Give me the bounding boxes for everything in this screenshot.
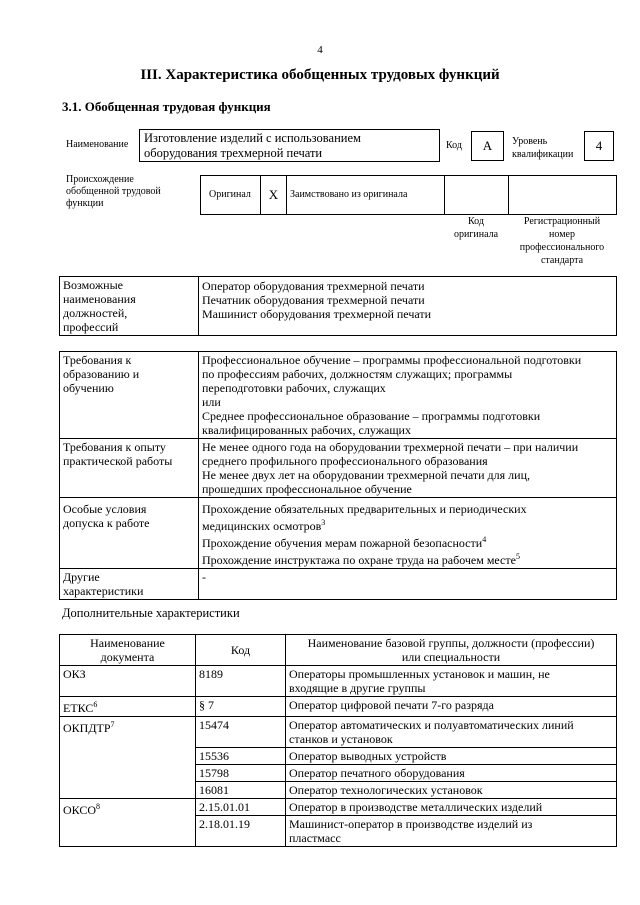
positions-label xyxy=(60,277,199,336)
reg-line4: стандарта xyxy=(540,255,584,266)
header-code-text: Код xyxy=(230,643,251,657)
conditions-values xyxy=(199,498,617,569)
footnote-ref: 5 xyxy=(515,552,520,561)
origin-label-line2: обобщенной трудовой xyxy=(66,186,161,197)
conditions-label xyxy=(60,498,199,569)
header-name-line2: или специальности xyxy=(401,650,501,664)
doc-cell xyxy=(60,666,196,697)
reg-line1: Регистрационный xyxy=(523,216,601,227)
name-text: Оператор печатного оборудования xyxy=(289,766,465,780)
positions-label-line1: Возможные xyxy=(63,278,123,292)
doc-text: ЕТКС xyxy=(63,701,94,715)
conditions-line xyxy=(202,516,613,533)
borrowed-label: Заимствовано из оригинала xyxy=(290,189,408,200)
level-value-box xyxy=(584,131,614,161)
conditions-line-text: медицинских осмотров xyxy=(202,519,322,533)
other-label xyxy=(60,569,199,600)
position-item: Печатник оборудования трехмерной печати xyxy=(202,293,425,307)
reg-line2: номер xyxy=(549,229,575,240)
education-line: или xyxy=(202,395,221,409)
experience-line: Не менее одного года на оборудовании трехмерной печати – при наличии xyxy=(202,440,579,454)
header-col-doc xyxy=(60,635,196,666)
name-text: пластмасс xyxy=(289,831,341,845)
doc-cell xyxy=(60,799,196,847)
level-value: 4 xyxy=(595,138,603,153)
name-cell xyxy=(286,782,617,799)
code-text: 2.18.01.19 xyxy=(199,817,250,831)
code-cell xyxy=(196,697,286,717)
footnote-ref: 8 xyxy=(96,802,101,811)
experience-values xyxy=(199,439,617,498)
name-label: Наименование xyxy=(66,139,129,150)
conditions-line xyxy=(202,533,613,550)
level-label xyxy=(512,135,573,161)
additional-title: Дополнительные характеристики xyxy=(62,606,240,620)
code-text: § 7 xyxy=(199,698,214,712)
code-cell xyxy=(196,748,286,765)
origin-label-line1: Происхождение xyxy=(66,174,134,185)
positions-table xyxy=(59,276,617,336)
name-text: Операторы промышленных установок и машин, не xyxy=(289,667,550,681)
code-cell xyxy=(196,717,286,748)
name-cell xyxy=(286,765,617,782)
experience-line: среднего профильного профессионального образования xyxy=(202,454,488,468)
code-cell xyxy=(196,816,286,847)
name-cell xyxy=(286,717,617,748)
table-row xyxy=(60,717,617,748)
table-row xyxy=(60,697,617,717)
experience-label-line2: практической работы xyxy=(63,454,173,468)
original-cell xyxy=(201,176,261,215)
reg-number-cell xyxy=(509,176,617,215)
education-line: Среднее профессиональное образование – программы подготовки xyxy=(202,409,541,423)
other-value xyxy=(199,569,617,600)
code-text: 15536 xyxy=(199,749,229,763)
code-value: A xyxy=(482,138,493,153)
name-text: Оператор автоматических и полуавтоматических линий xyxy=(289,718,574,732)
name-cell xyxy=(286,799,617,816)
doc-text: ОКСО xyxy=(63,803,97,817)
table-row xyxy=(60,799,617,816)
name-text: Оператор выводных устройств xyxy=(289,749,447,763)
education-label-line1: Требования к xyxy=(63,353,132,367)
name-cell xyxy=(286,666,617,697)
positions-label-line4: профессий xyxy=(63,320,119,334)
code-text: 15474 xyxy=(199,718,229,732)
level-label-line1: Уровень xyxy=(512,136,548,147)
reg-line3: профессионального xyxy=(519,242,605,253)
conditions-label-line2: допуска к работе xyxy=(63,516,150,530)
footnote-ref: 3 xyxy=(321,518,326,527)
origin-label-line3: функции xyxy=(66,198,104,209)
education-label xyxy=(60,352,199,439)
positions-values xyxy=(199,277,617,336)
name-value-line2: оборудования трехмерной печати xyxy=(144,146,323,160)
code-text: 8189 xyxy=(199,667,223,681)
experience-label-line1: Требования к опыту xyxy=(63,440,166,454)
name-text: Оператор цифровой печати 7-го разряда xyxy=(289,698,494,712)
code-original-line2: оригинала xyxy=(453,229,499,240)
name-text: Машинист-оператор в производстве изделий из xyxy=(289,817,533,831)
doc-cell xyxy=(60,717,196,799)
education-values xyxy=(199,352,617,439)
experience-line: Не менее двух лет на оборудовании трехмерной печати для лиц, xyxy=(202,468,530,482)
code-original-cell xyxy=(445,176,509,215)
code-cell xyxy=(196,666,286,697)
conditions-line-text: Прохождение обучения мерам пожарной безопасности xyxy=(202,536,483,550)
other-label-line1: Другие xyxy=(63,570,100,584)
table-header-row xyxy=(60,635,617,666)
conditions-line xyxy=(202,550,613,567)
header-doc-line2: документа xyxy=(100,650,155,664)
header-name-line1: Наименование базовой группы, должности (профессии) xyxy=(307,636,595,650)
doc-text: ОКПДТР xyxy=(63,721,111,735)
code-cell xyxy=(196,782,286,799)
other-label-line2: характеристики xyxy=(63,584,144,598)
subsection-title: 3.1. Обобщенная трудовая функция xyxy=(62,99,271,114)
education-line: Профессиональное обучение – программы профессиональной подготовки xyxy=(202,353,582,367)
header-col-name xyxy=(286,635,617,666)
positions-label-line2: наименования xyxy=(63,292,136,306)
doc-text: ОКЗ xyxy=(63,667,86,681)
code-original-caption xyxy=(444,215,508,241)
education-label-line2: образованию и xyxy=(63,367,140,381)
experience-line: прошедших профессиональное обучение xyxy=(202,482,412,496)
footnote-ref: 7 xyxy=(110,720,115,729)
position-item: Машинист оборудования трехмерной печати xyxy=(202,307,432,321)
header-doc-line1: Наименование xyxy=(90,636,165,650)
experience-label xyxy=(60,439,199,498)
name-text: входящие в другие группы xyxy=(289,681,426,695)
original-mark-cell xyxy=(261,176,287,215)
doc-cell xyxy=(60,697,196,717)
conditions-line-text: Прохождение инструктажа по охране труда на рабочем месте xyxy=(202,553,516,567)
level-label-line2: квалификации xyxy=(512,149,574,160)
code-text: 2.15.01.01 xyxy=(199,800,250,814)
conditions-line: Прохождение обязательных предварительных и периодических xyxy=(202,502,527,516)
name-value-box xyxy=(139,129,440,162)
footnote-ref: 6 xyxy=(93,700,98,709)
section-title: III. Характеристика обобщенных трудовых функций xyxy=(140,67,500,83)
name-value-line1: Изготовление изделий с использованием xyxy=(144,131,361,145)
name-text: станков и установок xyxy=(289,732,393,746)
name-cell xyxy=(286,697,617,717)
name-cell xyxy=(286,816,617,847)
name-text: Оператор технологических установок xyxy=(289,783,483,797)
requirements-table xyxy=(59,351,617,600)
education-line: по профессиям рабочих, должностям служащих; программы xyxy=(202,367,513,381)
footnote-ref: 4 xyxy=(482,535,487,544)
original-mark: X xyxy=(268,187,279,202)
conditions-label-line1: Особые условия xyxy=(63,502,147,516)
reg-number-caption xyxy=(508,215,616,267)
code-cell xyxy=(196,765,286,782)
education-line: квалифицированных рабочих, служащих xyxy=(202,423,411,437)
header-col-code xyxy=(196,635,286,666)
name-text: Оператор в производстве металлических изделий xyxy=(289,800,543,814)
other-value-text: - xyxy=(202,570,206,584)
positions-label-line3: должностей, xyxy=(63,306,128,320)
origin-table xyxy=(200,175,617,215)
code-cell xyxy=(196,799,286,816)
code-value-box xyxy=(471,131,504,161)
code-text: 15798 xyxy=(199,766,229,780)
code-original-line1: Код xyxy=(468,216,484,227)
origin-label xyxy=(66,174,161,210)
education-line: переподготовки рабочих, служащих xyxy=(202,381,386,395)
original-label: Оригинал xyxy=(209,189,251,200)
additional-table xyxy=(59,634,617,847)
borrowed-cell xyxy=(287,176,445,215)
code-text: 16081 xyxy=(199,783,229,797)
page-number: 4 xyxy=(317,44,323,56)
table-row xyxy=(60,666,617,697)
position-item: Оператор оборудования трехмерной печати xyxy=(202,279,425,293)
education-label-line3: обучению xyxy=(63,381,114,395)
name-cell xyxy=(286,748,617,765)
code-label: Код xyxy=(446,140,462,151)
